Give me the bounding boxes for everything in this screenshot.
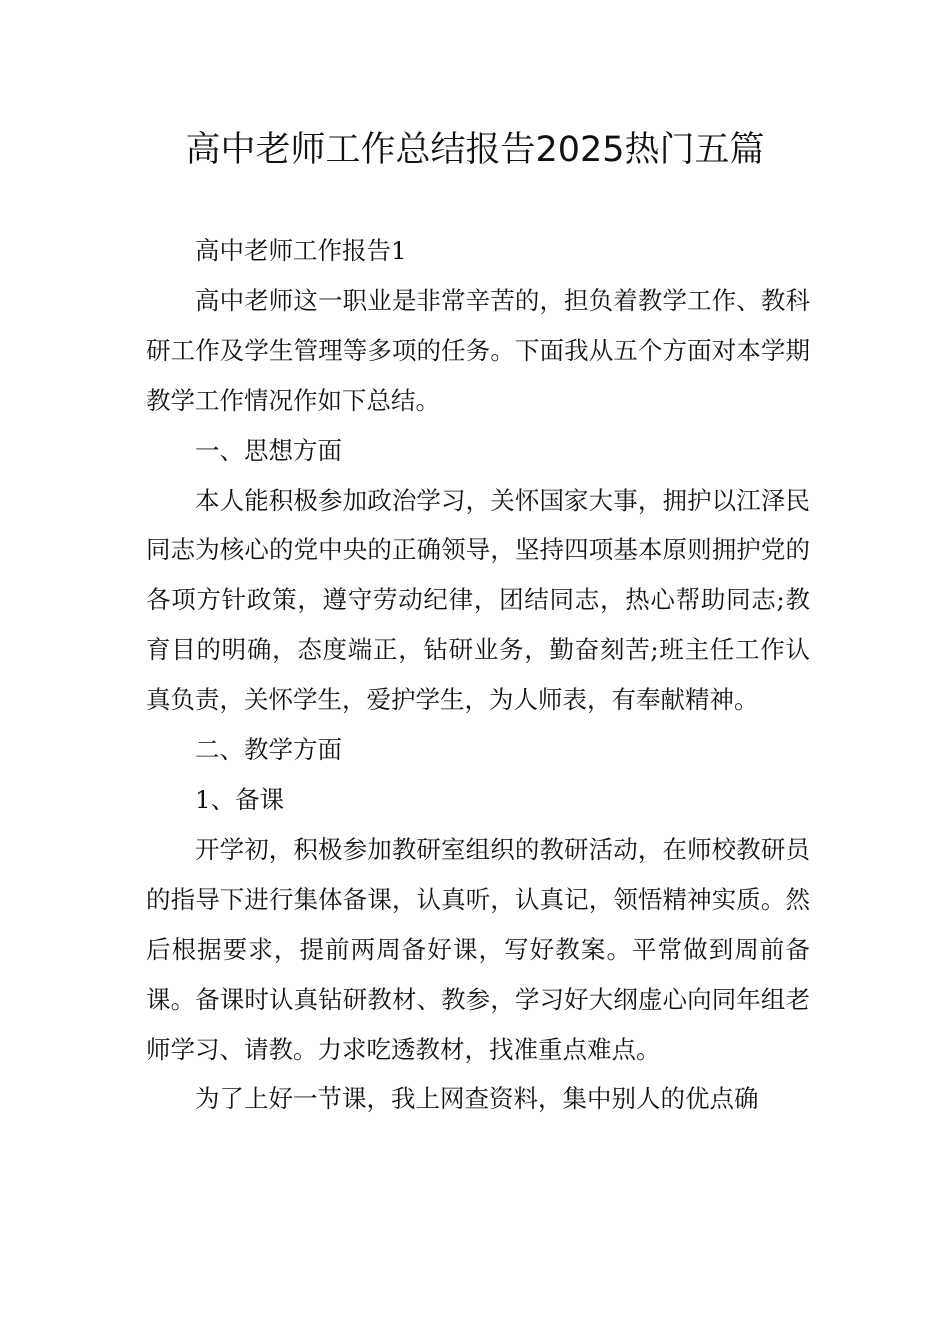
- subheading-lesson-prep: 1、备课: [195, 784, 285, 814]
- document-body: [146, 226, 810, 1124]
- paragraph-lesson-quality: 为了上好一节课，我上网查资料，集中别人的优点确: [195, 1084, 759, 1114]
- paragraph-thought: 本人能积极参加政治学习，关怀国家大事，拥护以江泽民同志为核心的党中央的正确领导，坚持四项基本原则拥护党的各项方针政策，遵守劳动纪律，团结同志，热心帮助同志;教育目的明确，态度端正，钻研业务，勤奋刻苦;班主任工作认真负责，关怀学生，爱护学生，为人师表，有奉献精神。: [146, 485, 810, 715]
- section-heading-thought: 一、思想方面: [195, 435, 342, 465]
- paragraph-lesson-prep: 开学初，积极参加教研室组织的教研活动，在师校教研员的指导下进行集体备课，认真听，认真记，领悟精神实质。然后根据要求，提前两周备好课，写好教案。平常做到周前备课。备课时认真钻研教材、教参，学习好大纲虚心向同年组老师学习、请教。力求吃透教材，找准重点难点。: [146, 834, 810, 1064]
- section-heading-report-1: 高中老师工作报告1: [195, 236, 407, 265]
- paragraph-intro: 高中老师这一职业是非常辛苦的，担负着教学工作、教科研工作及学生管理等多项的任务。下面我从五个方面对本学期教学工作情况作如下总结。: [146, 285, 810, 415]
- document-title: 高中老师工作总结报告2025热门五篇: [185, 130, 765, 170]
- section-heading-teaching: 二、教学方面: [195, 735, 342, 765]
